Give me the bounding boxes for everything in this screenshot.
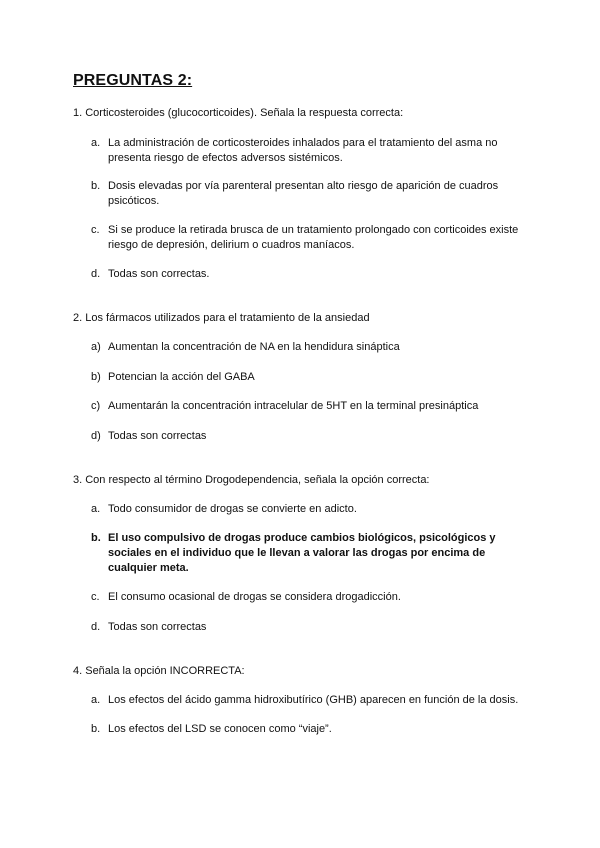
option-text: El uso compulsivo de drogas produce cambios biológicos, psicológicos y sociales en el individuo que le llevan a valorar las drogas por encima de cualquier meta.	[108, 532, 496, 574]
option-text: Todas son correctas	[108, 621, 207, 633]
question-3-option-a	[91, 502, 521, 517]
question-2-text: 2. Los fármacos utilizados para el tratamiento de la ansiedad	[73, 312, 370, 324]
question-2-option-b	[91, 370, 521, 385]
option-marker: d)	[91, 430, 101, 442]
page-title: PREGUNTAS 2:	[73, 72, 193, 89]
option-text: Los efectos del LSD se conocen como “viaje”.	[108, 723, 332, 735]
option-marker: c.	[91, 224, 100, 236]
option-marker: b.	[91, 723, 101, 735]
question-1-text: 1. Corticosteroides (glucocorticoides). Señala la respuesta correcta:	[73, 107, 404, 119]
question-2-option-c	[91, 399, 521, 414]
question-3-option-b	[91, 531, 521, 576]
option-text: La administración de corticosteroides inhalados para el tratamiento del asma no presenta riesgo de efectos adversos sistémicos.	[108, 137, 498, 164]
option-text: Todo consumidor de drogas se convierte en adicto.	[108, 503, 357, 515]
question-2-option-d	[91, 429, 521, 444]
option-text: Dosis elevadas por vía parenteral presentan alto riesgo de aparición de cuadros psicóticos.	[108, 180, 499, 207]
question-1-option-b	[91, 179, 521, 209]
option-text: Aumentan la concentración de NA en la hendidura sináptica	[108, 341, 400, 353]
option-text: Todas son correctas	[108, 430, 207, 442]
question-3-option-d	[91, 620, 521, 635]
option-marker: a.	[91, 137, 101, 149]
option-text: Si se produce la retirada brusca de un tratamiento prolongado con corticoides existe riesgo de depresión, delirium o cuadros maníacos.	[108, 224, 519, 251]
option-marker: d.	[91, 621, 101, 633]
option-marker: c.	[91, 591, 100, 603]
option-marker: a)	[91, 341, 101, 353]
option-marker: a.	[91, 694, 101, 706]
question-4-text: 4. Señala la opción INCORRECTA:	[73, 665, 245, 677]
option-text: El consumo ocasional de drogas se considera drogadicción.	[108, 591, 401, 603]
option-text: Todas son correctas.	[108, 268, 210, 280]
option-text: Potencian la acción del GABA	[108, 371, 255, 383]
option-text: Aumentarán la concentración intracelular de 5HT en la terminal presináptica	[108, 400, 479, 412]
option-marker: d.	[91, 268, 101, 280]
question-1-option-a	[91, 136, 521, 166]
option-marker: b.	[91, 532, 101, 544]
option-marker: a.	[91, 503, 101, 515]
question-3-option-c	[91, 590, 521, 605]
option-text: Los efectos del ácido gamma hidroxibutírico (GHB) aparecen en función de la dosis.	[108, 694, 519, 706]
option-marker: b)	[91, 371, 101, 383]
question-1-option-c	[91, 223, 521, 253]
option-marker: c)	[91, 400, 101, 412]
question-2-option-a	[91, 340, 521, 355]
question-4-option-b	[91, 722, 521, 737]
question-3-text: 3. Con respecto al término Drogodependencia, señala la opción correcta:	[73, 474, 430, 486]
question-4-option-a	[91, 693, 521, 708]
option-marker: b.	[91, 180, 101, 192]
question-1-option-d	[91, 267, 521, 282]
